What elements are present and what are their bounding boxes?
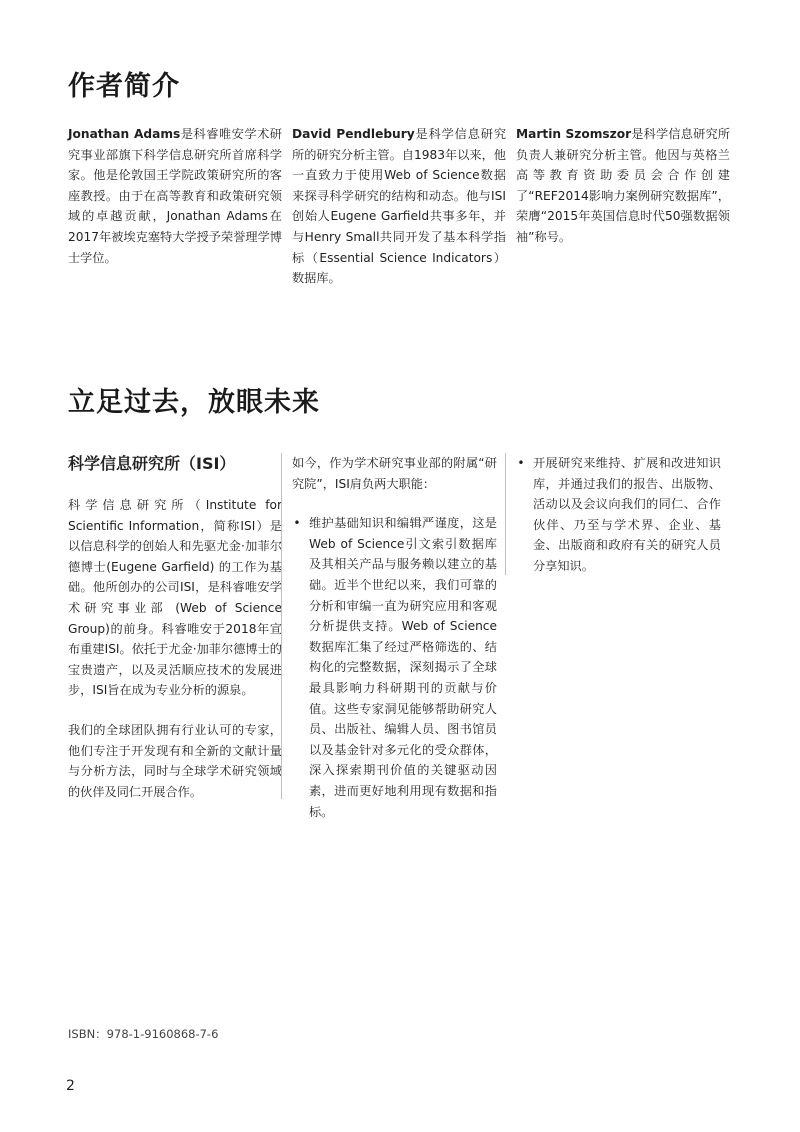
page-number: 2	[66, 1078, 75, 1094]
duties-column	[281, 453, 497, 819]
list-item	[516, 453, 721, 577]
future-section-title: 立足过去，放眼未来	[68, 387, 320, 418]
author-bio	[516, 124, 730, 248]
author-bio	[292, 124, 506, 289]
isi-column	[68, 453, 282, 821]
author-bio-text: 是科学信息研究所负责人兼研究分析主管。他因与英格兰高等教育资助委员会合作创建了“REF2014影响力案例研究数据库”，荣膺“2015年英国信息时代50强数据领袖”称号。	[516, 127, 731, 244]
isbn: ISBN：978-1-9160868-7-6	[68, 1027, 219, 1041]
duties-column-continued	[505, 453, 721, 575]
authors-section-title: 作者简介	[68, 71, 180, 102]
duties-list	[292, 513, 497, 822]
list-item-text: 维护基础知识和编辑严谨度，这是Web of Science引文索引数据库及其相关产品与服务赖以建立的基础。近半个世纪以来，我们可靠的分析和审编一直为研究应用和客观分析提供支持。Web of Science数据库汇集了经过严格筛选的、结构化的完整数据，深刻揭示了全球最具影响力科研期刊的贡献与价值。这些专家洞见能够帮助研究人员、出版社、编辑人员、图书馆员以及基金针对多元化的受众群体，深入探索期刊价值的关键驱动因素，进而更好地利用现有数据和指标。	[309, 516, 497, 819]
list-item	[292, 513, 497, 822]
author-name: Martin Szomszor	[516, 127, 632, 141]
author-bio	[68, 124, 282, 268]
author-bio-column	[68, 124, 282, 287]
author-name: David Pendlebury	[292, 127, 415, 141]
author-bio-column	[516, 124, 730, 267]
isi-paragraph: 我们的全球团队拥有行业认可的专家，他们专注于开发现有和全新的文献计量与分析方法，同时与全球学术研究领域的伙伴及同仁开展合作。	[68, 722, 282, 799]
author-bio-column	[292, 124, 506, 308]
bullet-icon: •	[517, 456, 525, 470]
duties-list	[516, 453, 721, 577]
list-item-text: 开展研究来维持、扩展和改进知识库，并通过我们的报告、出版物、活动以及会议向我们的同仁、合作伙伴、乃至与学术界、企业、基金、出版商和政府有关的研究人员分享知识。	[533, 456, 721, 573]
author-name: Jonathan Adams	[68, 127, 181, 141]
author-bio-text: 是科学信息研究所的研究分析主管。自1983年以来，他一直致力于使用Web of Science数据来探寻科学研究的结构和动态。他与ISI创始人Eugene Garfield共事多年，并与Henry Small共同开发了基本科学指标（Essential Science Indicators）数据库。	[292, 127, 507, 286]
bullet-icon: •	[293, 516, 301, 531]
duties-intro: 如今，作为学术研究事业部的附属“研究院”，ISI肩负两大职能：	[292, 456, 497, 491]
isi-heading: 科学信息研究所（ISI）	[68, 454, 236, 473]
author-bio-text: 是科睿唯安学术研究事业部旗下科学信息研究所首席科学家。他是伦敦国王学院政策研究所的客座教授。由于在高等教育和政策研究领域的卓越贡献，Jonathan Adams在2017年被埃克塞特大学授予荣誉理学博士学位。	[68, 127, 282, 265]
isi-paragraph: 科学信息研究所（Institute for Scientific Information，简称ISI）是以信息科学的创始人和先驱尤金·加菲尔德博士(Eugene Garfield) 的工作为基础。他所创办的公司ISI，是科睿唯安学术研究事业部 (Web of Science Group)的前身。科睿唯安于2018年宣布重建ISI。依托于尤金·加菲尔德博士的宝贵遗产，以及灵活顺应技术的发展进步，ISI旨在成为专业分析的源泉。	[68, 498, 282, 698]
